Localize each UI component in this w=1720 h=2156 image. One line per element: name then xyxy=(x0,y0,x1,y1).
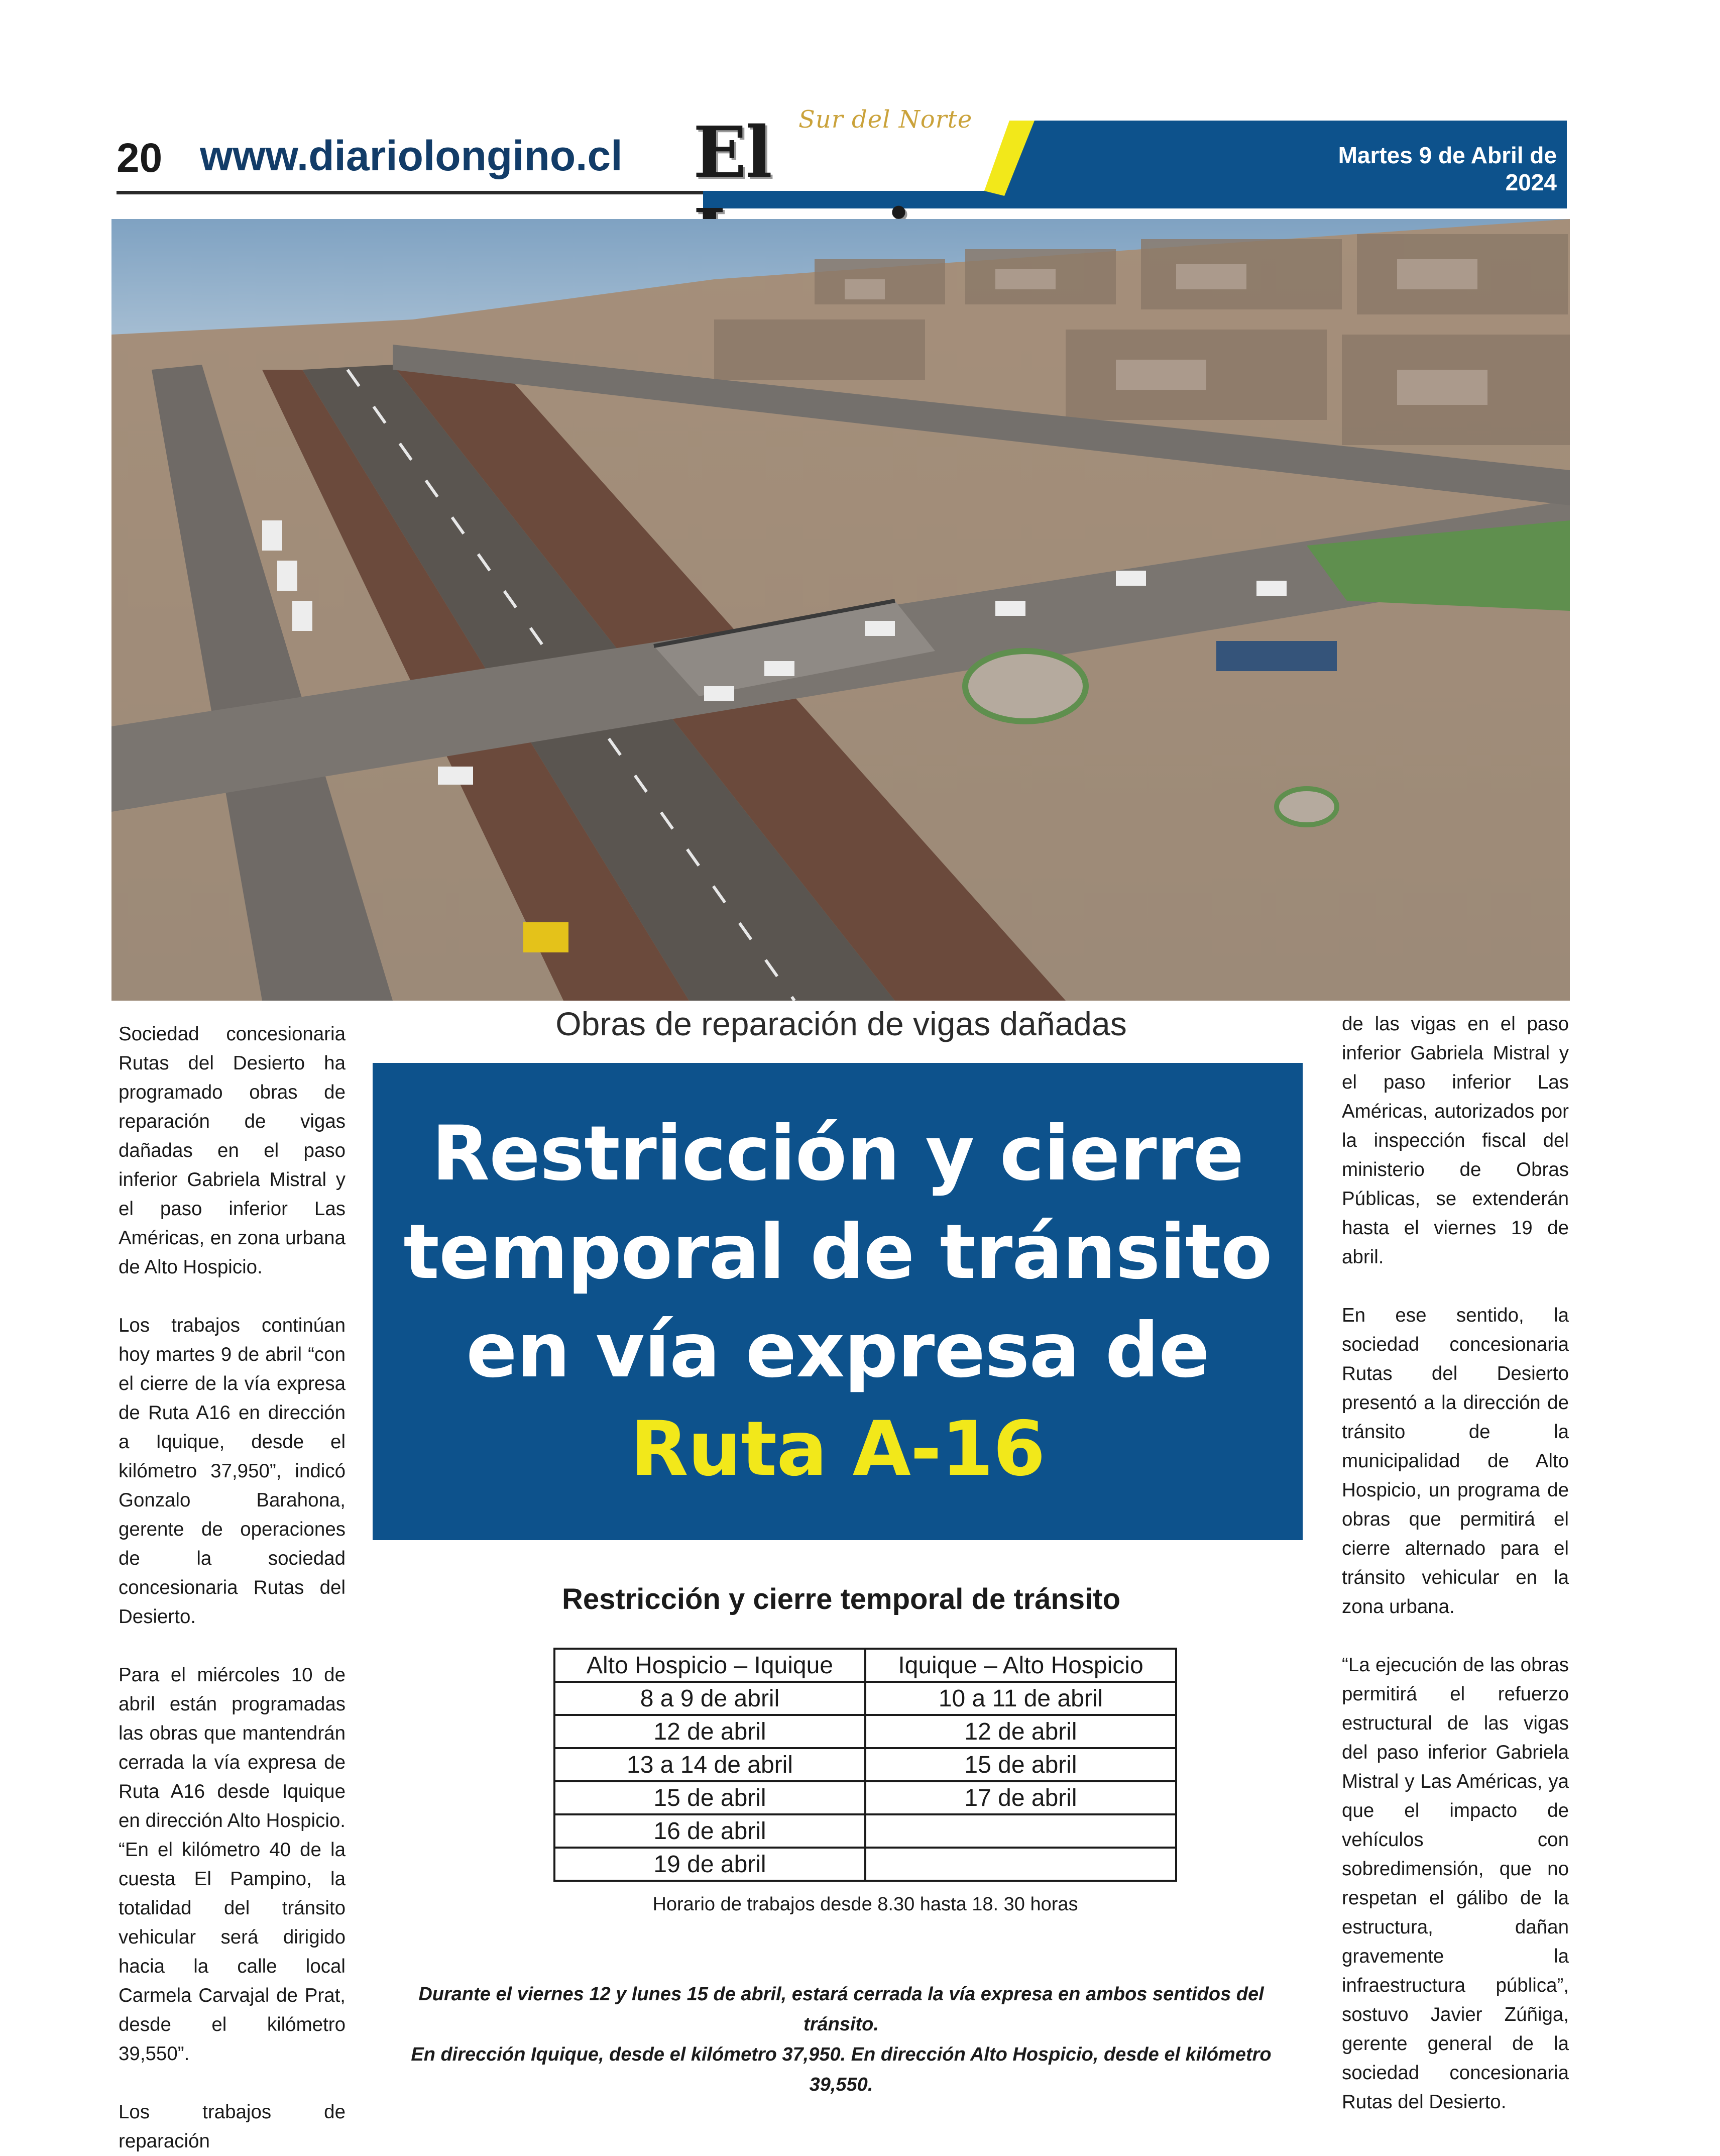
headline-box xyxy=(373,1063,1303,1540)
paragraph: En ese sentido, la sociedad concesionaria Rutas del Desierto presentó a la dirección de tránsito de la municipalidad de Alto Hospicio, un programa de obras que permitirá el cierre alternado para el tránsito vehicular en la zona urbana. xyxy=(1342,1305,1569,1618)
table-row xyxy=(554,1682,1176,1715)
paragraph: Para el miércoles 10 de abril están programadas las obras que mantendrán cerrada la vía expresa de Ruta A16 desde Iquique en dirección Alto Hospicio. “En el kilómetro 40 de la cuesta El Pampino, la totalidad del tránsito vehicular será dirigido hacia la calle local Carmela Carvajal de Prat, desde el kilómetro 39,550”. xyxy=(119,1664,346,2065)
page-number: 20 xyxy=(117,135,163,181)
article-column-right xyxy=(1342,1010,1569,2113)
table-cell: 8 a 9 de abril xyxy=(554,1682,865,1715)
table-cell: 10 a 11 de abril xyxy=(865,1682,1176,1715)
table-cell: 15 de abril xyxy=(554,1781,865,1814)
header-divider xyxy=(117,191,714,194)
table-row xyxy=(554,1814,1176,1848)
table-row xyxy=(554,1748,1176,1781)
article-kicker: Obras de reparación de vigas dañadas xyxy=(555,1005,1127,1042)
table-note: Horario de trabajos desde 8.30 hasta 18. 30 horas xyxy=(652,1894,1078,1915)
column-header: Alto Hospicio – Iquique xyxy=(554,1649,865,1682)
table-cell: 13 a 14 de abril xyxy=(554,1748,865,1781)
paragraph: Los trabajos continúan hoy martes 9 de abril “con el cierre de la vía expresa de Ruta A16 en dirección a Iquique, desde el kilómetro 37,950”, indicó Gonzalo Barahona, gerente de operaciones de la sociedad concesionaria Rutas del Desierto. xyxy=(119,1315,346,1628)
logo-script: Sur del Norte xyxy=(798,105,973,134)
table-cell: 17 de abril xyxy=(865,1781,1176,1814)
website-link[interactable]: www.diariolongino.cl xyxy=(200,132,623,179)
table-cell: 16 de abril xyxy=(554,1814,865,1848)
paragraph: Los trabajos de reparación xyxy=(119,2101,346,2152)
article-column-left xyxy=(119,1020,346,2152)
closure-note xyxy=(382,1979,1301,2100)
table-cell xyxy=(865,1814,1176,1848)
table-row xyxy=(554,1781,1176,1814)
table-title: Restricción y cierre temporal de tránsito xyxy=(561,1583,1121,1615)
column-header: Iquique – Alto Hospicio xyxy=(865,1649,1176,1682)
headline-line: temporal de tránsito xyxy=(403,1209,1272,1296)
headline-line: Restricción y cierre xyxy=(431,1110,1244,1198)
logo-name: El xyxy=(693,112,771,194)
table-cell xyxy=(865,1848,1176,1881)
table-cell: 12 de abril xyxy=(865,1715,1176,1748)
issue-date: Martes 9 de Abril de 2024 xyxy=(1338,142,1557,195)
table-cell: 15 de abril xyxy=(865,1748,1176,1781)
aerial-highway-photo-icon xyxy=(111,219,1570,1001)
closure-note-line: En dirección Iquique, desde el kilómetro 37,950. En dirección Alto Hospicio, desde el kilómetro 39,550. xyxy=(411,2044,1272,2095)
paragraph: Sociedad concesionaria Rutas del Desierto ha programado obras de reparación de vigas dañadas en el paso inferior Gabriela Mistral y el paso inferior Las Américas, en zona urbana de Alto Hospicio. xyxy=(119,1023,346,1278)
table-row xyxy=(554,1848,1176,1881)
headline-line: en vía expresa de xyxy=(466,1307,1209,1394)
table-header-row xyxy=(554,1649,1176,1682)
page-header xyxy=(0,0,1720,216)
table-cell: 12 de abril xyxy=(554,1715,865,1748)
closure-note-line: Durante el viernes 12 y lunes 15 de abril, estará cerrada la vía expresa en ambos sentidos del tránsito. xyxy=(418,1984,1264,2035)
schedule-table xyxy=(553,1648,1177,1882)
paragraph: de las vigas en el paso inferior Gabriela Mistral y el paso inferior Las Américas, autorizados por la inspección fiscal del ministerio de Obras Públicas, se extenderán hasta el viernes 19 de abril. xyxy=(1342,1013,1569,1268)
table-cell: 19 de abril xyxy=(554,1848,865,1881)
paragraph: “La ejecución de las obras permitirá el refuerzo estructural de las vigas del paso inferior Gabriela Mistral y Las Américas, ya que el impacto de vehículos con sobredimensión, que no respetan el gálibo de la estructura, dañan gravemente la infraestructura pública”, sostuvo Javier Zúñiga, gerente general de la sociedad concesionaria Rutas del Desierto. xyxy=(1342,1654,1569,2113)
newspaper-logo xyxy=(693,100,1024,206)
headline-route: Ruta A-16 xyxy=(630,1406,1045,1493)
table-row xyxy=(554,1715,1176,1748)
